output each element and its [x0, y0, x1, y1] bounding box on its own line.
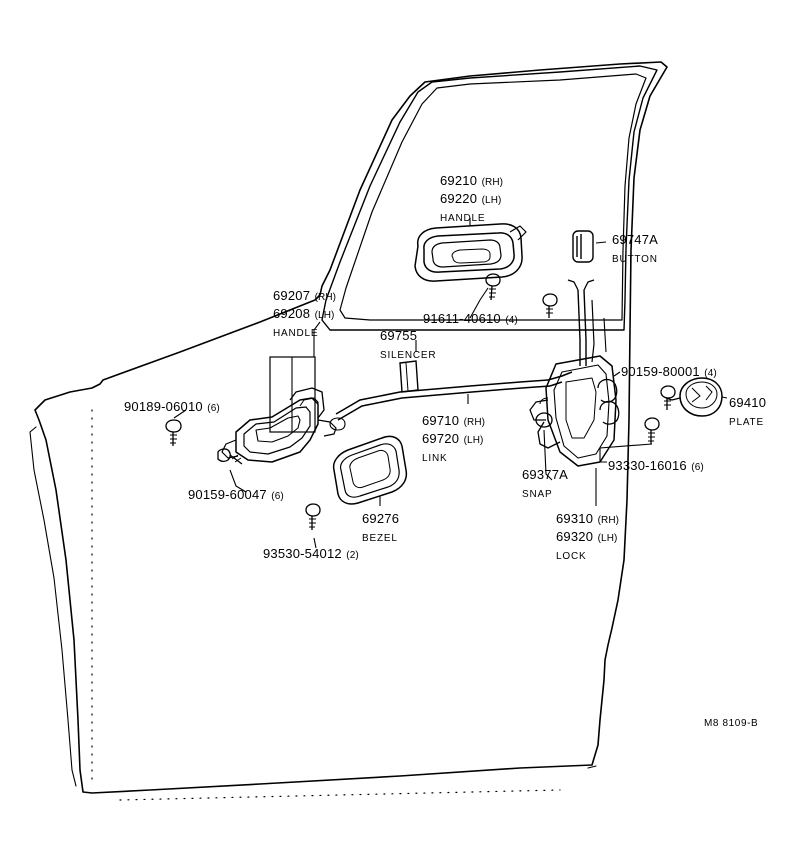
part-suffix: (LH) — [314, 309, 335, 321]
part-label-handle-outside — [440, 172, 503, 226]
part-suffix: (LH) — [481, 194, 502, 206]
part-number: 69220 — [440, 190, 478, 206]
part-number: 69320 — [556, 528, 594, 544]
part-suffix: (RH) — [597, 515, 620, 526]
part-number: 69276 — [362, 511, 400, 526]
part-label-snap — [522, 466, 568, 502]
part-description: HANDLE — [440, 212, 486, 224]
part-number: 69720 — [422, 430, 460, 446]
part-number: 69210 — [440, 173, 478, 188]
part-label-screw-90159-60047 — [188, 486, 284, 504]
part-label-screw-93330-16016 — [608, 457, 704, 475]
part-label-silencer — [380, 327, 436, 363]
part-description: LOCK — [556, 550, 587, 562]
part-description: BEZEL — [362, 532, 398, 544]
part-quantity: (2) — [346, 550, 359, 561]
part-label-screw-90159-80001 — [621, 363, 717, 381]
part-quantity: (4) — [505, 315, 518, 326]
part-number: 69710 — [422, 413, 460, 428]
part-quantity: (6) — [207, 403, 220, 414]
part-number: 69208 — [273, 305, 311, 321]
part-number: 90159-60047 — [188, 487, 267, 502]
part-label-handle-inside — [273, 287, 336, 341]
part-suffix: (LH) — [597, 532, 618, 544]
part-label-link — [422, 412, 485, 466]
part-number: 90189-06010 — [124, 399, 203, 414]
part-label-screw-91611 — [423, 310, 518, 328]
part-number: 69310 — [556, 511, 594, 526]
part-label-button — [612, 231, 658, 267]
part-quantity: (6) — [271, 491, 284, 502]
part-number: 69747A — [612, 232, 659, 247]
part-suffix: (LH) — [463, 434, 484, 446]
part-suffix: (RH) — [314, 292, 337, 303]
part-description: HANDLE — [273, 327, 319, 339]
part-description: SILENCER — [380, 349, 437, 361]
part-number: 93330-16016 — [608, 458, 687, 473]
part-suffix: (RH) — [463, 417, 486, 428]
part-number: 69207 — [273, 288, 311, 303]
part-quantity: (4) — [704, 368, 717, 379]
part-number: 69410 — [729, 395, 767, 410]
part-number: 93530-54012 — [263, 546, 342, 561]
part-number: 69377A — [522, 467, 569, 482]
part-description: LINK — [422, 452, 448, 464]
part-label-bezel — [362, 510, 399, 546]
part-description: PLATE — [729, 416, 764, 428]
part-label-plate — [729, 394, 766, 430]
part-suffix: (RH) — [481, 177, 504, 188]
part-label-screw-93530-54012 — [263, 545, 359, 563]
part-label-lock — [556, 510, 619, 564]
part-description: BUTTON — [612, 253, 658, 265]
part-quantity: (6) — [691, 462, 704, 473]
part-number: 90159-80001 — [621, 364, 700, 379]
figure-code: M8 8109-B — [704, 718, 759, 729]
part-label-screw-90189-06010 — [124, 398, 220, 416]
part-description: SNAP — [522, 488, 553, 500]
part-number: 69755 — [380, 328, 418, 343]
part-number: 91611-40610 — [423, 311, 501, 326]
